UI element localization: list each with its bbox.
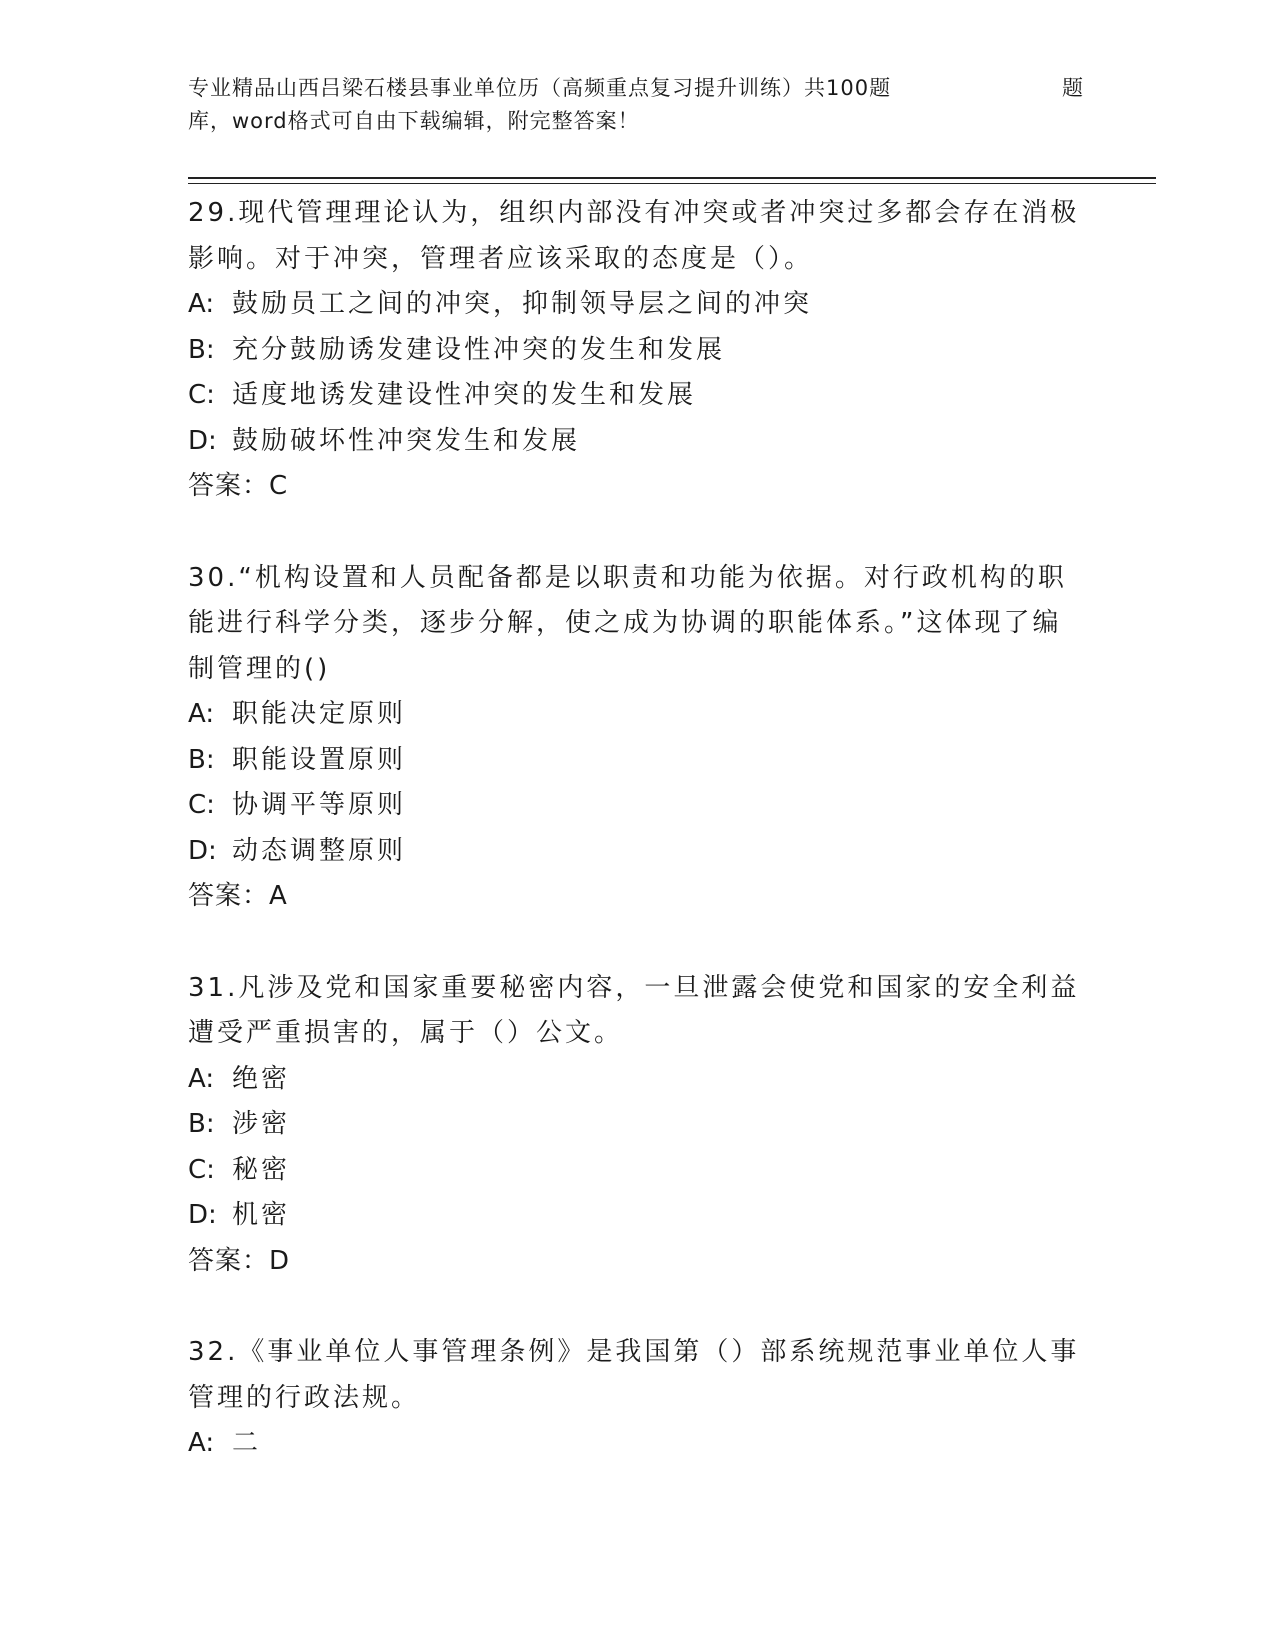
option-c bbox=[188, 1148, 1088, 1194]
answer-line: 答案：C bbox=[188, 471, 289, 501]
header-divider-thin bbox=[188, 183, 1156, 184]
document-header bbox=[188, 72, 1098, 138]
question-text: 32.《事业单位人事管理条例》是我国第（）部系统规范事业单位人事管理的行政法规。 bbox=[188, 1337, 1080, 1413]
header-title: 专业精品山西吕梁石楼县事业单位历（高频重点复习提升训练）共100题 bbox=[188, 76, 892, 100]
option-b bbox=[188, 738, 1088, 784]
question-30 bbox=[188, 556, 1088, 920]
option-text: 二 bbox=[232, 1428, 262, 1458]
option-key: D: bbox=[188, 425, 217, 456]
option-key: A: bbox=[188, 289, 215, 319]
option-a bbox=[188, 282, 1088, 328]
option-c bbox=[188, 373, 1088, 419]
option-d bbox=[188, 829, 1088, 875]
option-b bbox=[188, 328, 1088, 374]
question-32 bbox=[188, 1330, 1088, 1467]
option-text: 机密 bbox=[232, 1200, 291, 1230]
option-text: 适度地诱发建设性冲突的发生和发展 bbox=[232, 380, 697, 410]
question-list bbox=[188, 191, 1088, 1513]
option-key: B: bbox=[188, 744, 215, 775]
option-key: A: bbox=[188, 1428, 215, 1458]
option-d bbox=[188, 419, 1088, 465]
option-text: 协调平等原则 bbox=[232, 790, 407, 820]
option-b bbox=[188, 1102, 1088, 1148]
option-key: B: bbox=[188, 1109, 215, 1139]
header-divider-thick bbox=[188, 177, 1156, 179]
answer-line: 答案：D bbox=[188, 1245, 291, 1276]
header-title-tail: 题 bbox=[1062, 76, 1084, 100]
option-d bbox=[188, 1193, 1088, 1239]
question-text: 31.凡涉及党和国家重要秘密内容，一旦泄露会使党和国家的安全利益遭受严重损害的，属于（）公文。 bbox=[188, 972, 1080, 1048]
option-text: 绝密 bbox=[232, 1063, 291, 1094]
option-key: C: bbox=[188, 380, 215, 410]
question-29 bbox=[188, 191, 1088, 510]
question-text: 29.现代管理理论认为，组织内部没有冲突或者冲突过多都会存在消极影响。对于冲突，管理者应该采取的态度是（）。 bbox=[188, 198, 1080, 274]
answer-line: 答案：A bbox=[188, 881, 288, 911]
option-key: A: bbox=[188, 699, 215, 729]
option-a bbox=[188, 1057, 1088, 1103]
option-c bbox=[188, 783, 1088, 829]
option-text: 涉密 bbox=[232, 1109, 291, 1139]
option-key: A: bbox=[188, 1063, 215, 1094]
option-a bbox=[188, 692, 1088, 738]
option-text: 鼓励员工之间的冲突，抑制领导层之间的冲突 bbox=[232, 289, 813, 319]
question-text: 30.“机构设置和人员配备都是以职责和功能为依据。对行政机构的职能进行科学分类，逐步分解，使之成为协调的职能体系。”这体现了编制管理的() bbox=[188, 562, 1067, 684]
option-text: 职能决定原则 bbox=[232, 699, 407, 729]
option-text: 秘密 bbox=[232, 1154, 291, 1185]
option-key: B: bbox=[188, 334, 215, 365]
option-text: 职能设置原则 bbox=[232, 744, 407, 775]
option-text: 动态调整原则 bbox=[232, 835, 407, 866]
option-key: D: bbox=[188, 835, 217, 866]
option-key: C: bbox=[188, 790, 215, 820]
question-31 bbox=[188, 966, 1088, 1285]
option-text: 鼓励破坏性冲突发生和发展 bbox=[232, 425, 581, 456]
option-key: D: bbox=[188, 1200, 217, 1230]
option-a bbox=[188, 1421, 1088, 1467]
option-key: C: bbox=[188, 1154, 215, 1185]
header-line-1 bbox=[188, 72, 1098, 105]
header-line-2: 库，word格式可自由下载编辑，附完整答案！ bbox=[188, 109, 640, 133]
option-text: 充分鼓励诱发建设性冲突的发生和发展 bbox=[232, 334, 726, 365]
